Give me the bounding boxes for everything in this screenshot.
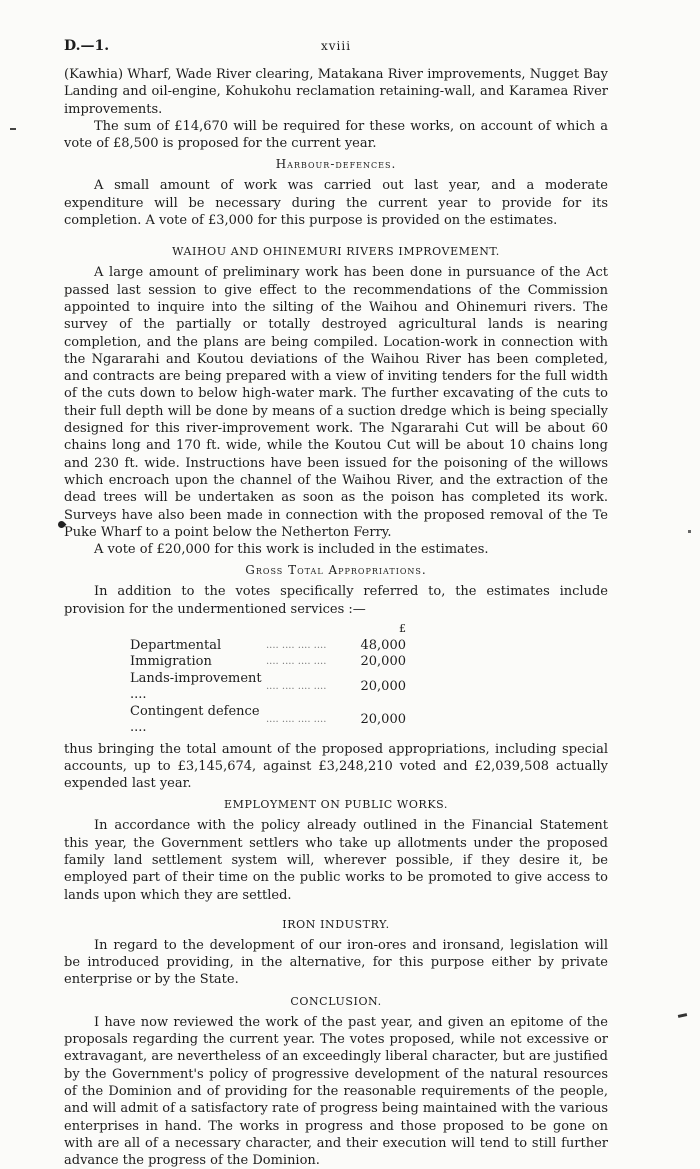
leader-dots: .... .... .... .... [266,656,327,668]
paragraph-iron-industry: In regard to the development of our iron-ores and ironsand, legislation will be introduced providing, in the alternative, for this purpose either by private enterprise or by the State. [64,937,608,988]
paragraph-intro: (Kawhia) Wharf, Wade River clearing, Matakana River improvements, Nugget Bay Landing and oil-engine, Kohukohu reclamation retaining-wall, and Karamea River improvements. [64,67,608,117]
scan-speck [688,530,691,533]
heading-gross-total-appropriations: Gross Total Appropriations. [245,563,427,578]
paragraph-waihou-ohinemuri: A large amount of preliminary work has been done in pursuance of the Act passed last session to give effect to the recommendations of the Commission appointed to inquire into the silting of the Waihou and Ohinemuri rivers. The survey of the partially or totally destroyed agricultural lands is nearing completion, and the plans are being compiled. Location-work in connection with the Ngararahi and Koutou deviations of the Waihou River has been completed, and contracts are being prepared with a view of inviting tenders for the full width of the cuts down to below high-water mark. The further excavating of the cuts to their full depth will be done by means of a suction dredge which is being specially designed for this river-improvement work. The Ngararahi Cut will be about 60 chains long and 170 ft. wide, while the Koutou Cut will be about 10 chains long and 230 ft. wide. Instructions have been issued for the poisoning of the willows which encroach upon the channel of the Waihou River, and the extraction of the dead trees will be undertaken as soon as the poison has completed its work. Surveys have also been made in connection with the proposed removal of the Te Puke Wharf to a point below the Netherton Ferry. [64,265,608,540]
heading-conclusion: CONCLUSION. [290,994,382,1008]
scan-speck [10,128,16,130]
heading-employment-public-works: EMPLOYMENT ON PUBLIC WORKS. [224,798,448,812]
paragraph-employment: In accordance with the policy already outlined in the Financial Statement this year, the Government settlers who take up allotments under the proposed family land settlement system will, wherever possible, if they desire it, be employed part of their time on the public works to be promoted to give access to lands upon which they are settled. [64,818,608,903]
leader-dots: .... .... .... .... [266,713,327,725]
heading-harbour-defences: Harbour-defences. [275,157,397,172]
heading-waihou-ohinemuri: WAIHOU AND OHINEMURI RIVERS IMPROVEMENT. [172,245,500,259]
document-reference: D.—1. [64,38,110,54]
service-label: Contingent defence .... [130,703,260,736]
leader-dots: .... .... .... .... [266,680,327,692]
service-label: Immigration [130,654,212,670]
table-row [130,638,406,655]
service-amount: 20,000 [360,678,406,694]
leader-dots: .... .... .... .... [266,639,327,651]
service-amount: 48,000 [360,637,406,653]
document-page [64,38,608,1169]
currency-symbol: £ [399,622,406,636]
services-table [130,621,406,737]
service-amount: 20,000 [360,654,406,670]
service-label: Lands-improvement .... [130,670,262,703]
table-row [130,654,406,671]
paragraph-waihou-vote: A vote of £20,000 for this work is included in the estimates. [94,542,489,558]
paragraph-gross-total: In addition to the votes specifically referred to, the estimates include provision for the undermentioned services :— [64,584,608,617]
heading-iron-industry: IRON INDUSTRY. [282,917,390,931]
scan-speck [678,1013,687,1018]
page-header [64,38,608,60]
service-label: Departmental [130,637,222,653]
page-number: xviii [320,39,352,53]
table-row [130,704,406,737]
paragraph-harbour-defences: A small amount of work was carried out last year, and a moderate expenditure will be necessary during the current year to provide for its completion. A vote of £3,000 for this purpose is provided on the estimates. [64,178,608,229]
paragraph-total-appropriations: thus bringing the total amount of the proposed appropriations, including special accounts, up to £3,145,674, against £3,248,210 voted and £2,039,508 actually expended last year. [64,741,608,792]
service-amount: 20,000 [360,711,406,727]
paragraph-conclusion: I have now reviewed the work of the past year, and given an epitome of the proposals regarding the current year. The votes proposed, while not excessive or extravagant, are nevertheless of an exceedingly liberal character, but are justified by the Government's policy of progressive development of the natural resources of the Dominion and of providing for the reasonable requirements of the people, and will admit of a satisfactory rate of progress being maintained with the various enterprises in hand. The works in progress and those proposed to be gone on with are all of a necessary character, and their execution will tend to still further advance the progress of the Dominion. [64,1014,608,1169]
paragraph-sum: The sum of £14,670 will be required for these works, on account of which a vote of £8,500 is proposed for the current year. [64,118,608,152]
table-row [130,671,406,704]
